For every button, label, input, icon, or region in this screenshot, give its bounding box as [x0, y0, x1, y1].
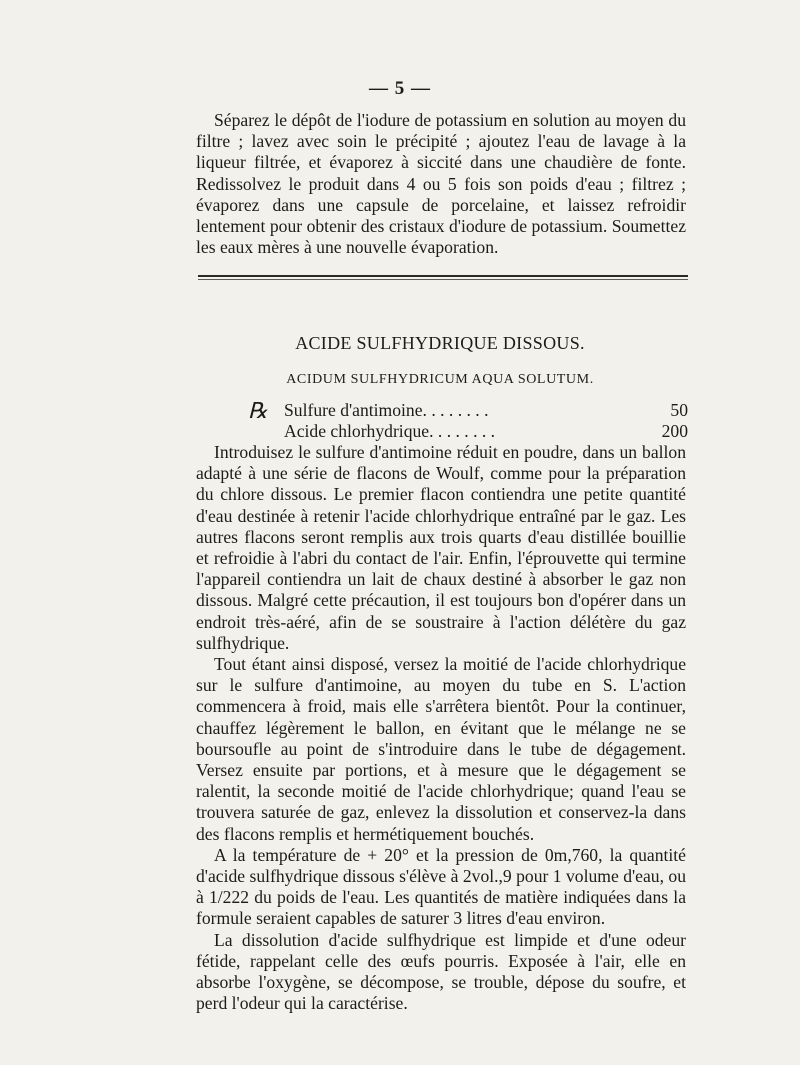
- body-paragraph: A la température de + 20° et la pression de 0m,760, la quantité d'acide sulfhydrique dissous s'élève à 2vol.,9 pour 1 volume d'eau, ou à 1/222 du poids de l'eau. Les quantités de matière indiquées dans la formule seraient capables de saturer 3 litres d'eau environ.: [196, 844, 686, 929]
- recipe-quantity: 50: [670, 400, 688, 420]
- intro-section: [196, 110, 686, 258]
- recipe-row: [248, 421, 688, 442]
- recipe-row: [248, 400, 688, 421]
- section-subtitle: ACIDUM SULFHYDRICUM AQUA SOLUTUM.: [286, 372, 594, 387]
- page-number: — 5 —: [369, 78, 431, 99]
- section-divider: [198, 275, 688, 277]
- intro-paragraph: Séparez le dépôt de l'iodure de potassium en solution au moyen du filtre ; lavez avec soin le précipité ; ajoutez l'eau de lavage à la liqueur filtrée, et évaporez à siccité dans une chaudière de fonte. Redissolvez le produit dans 4 ou 5 fois son poids d'eau ; filtrez ; évaporez dans une capsule de porcelaine, et laissez refroidir lentement pour obtenir des cristaux d'iodure de potassium. Soumettez les eaux mères à une nouvelle évaporation.: [196, 110, 686, 258]
- body-section: [196, 442, 686, 1014]
- recipe-ingredient: Sulfure d'antimoine. . . . . . . .: [284, 400, 489, 420]
- body-paragraph: Introduisez le sulfure d'antimoine réduit en poudre, dans un ballon adapté à une série de flacons de Woulf, comme pour la préparation du chlore dissous. Le premier flacon contiendra une petite quantité d'eau destinée à retenir l'acide chlorhydrique entraîné par le gaz. Les autres flacons seront remplis aux trois quarts d'eau distillée bouillie et refroidie à l'abri du contact de l'air. Enfin, l'éprouvette qui termine l'appareil contiendra un lait de chaux destiné à absorber le gaz non dissous. Malgré cette précaution, il est toujours bon d'opérer dans un endroit très-aéré, afin de se soustraire à l'action délétère du gaz sulfhydrique.: [196, 442, 686, 653]
- recipe-quantity: 200: [661, 421, 688, 441]
- section-divider-thin: [198, 279, 688, 280]
- recipe-symbol-icon: ℞: [248, 398, 268, 423]
- body-paragraph: Tout étant ainsi disposé, versez la moitié de l'acide chlorhydrique sur le sulfure d'antimoine, au moyen du tube en S. L'action commencera à froid, mais elle s'arrêtera bientôt. Pour la continuer, chauffez légèrement le ballon, en évitant que le mélange ne se boursoufle au point de s'introduire dans le tube de dégagement. Versez ensuite par portions, et à mesure que le dégagement se ralentit, la seconde moitié de l'acide chlorhydrique; quand l'eau se trouvera saturée de gaz, enlevez la dissolution et conservez-la dans des flacons remplis et hermétiquement bouchés.: [196, 654, 686, 844]
- recipe-ingredient: Acide chlorhydrique. . . . . . . .: [284, 421, 496, 441]
- body-paragraph: La dissolution d'acide sulfhydrique est limpide et d'une odeur fétide, rappelant celle des œufs pourris. Exposée à l'air, elle en absorbe l'oxygène, se décompose, se trouble, dépose du soufre, et perd l'odeur qui la caractérise.: [196, 929, 686, 1014]
- recipe-formula: [248, 400, 688, 442]
- section-title: ACIDE SULFHYDRIQUE DISSOUS.: [295, 333, 585, 353]
